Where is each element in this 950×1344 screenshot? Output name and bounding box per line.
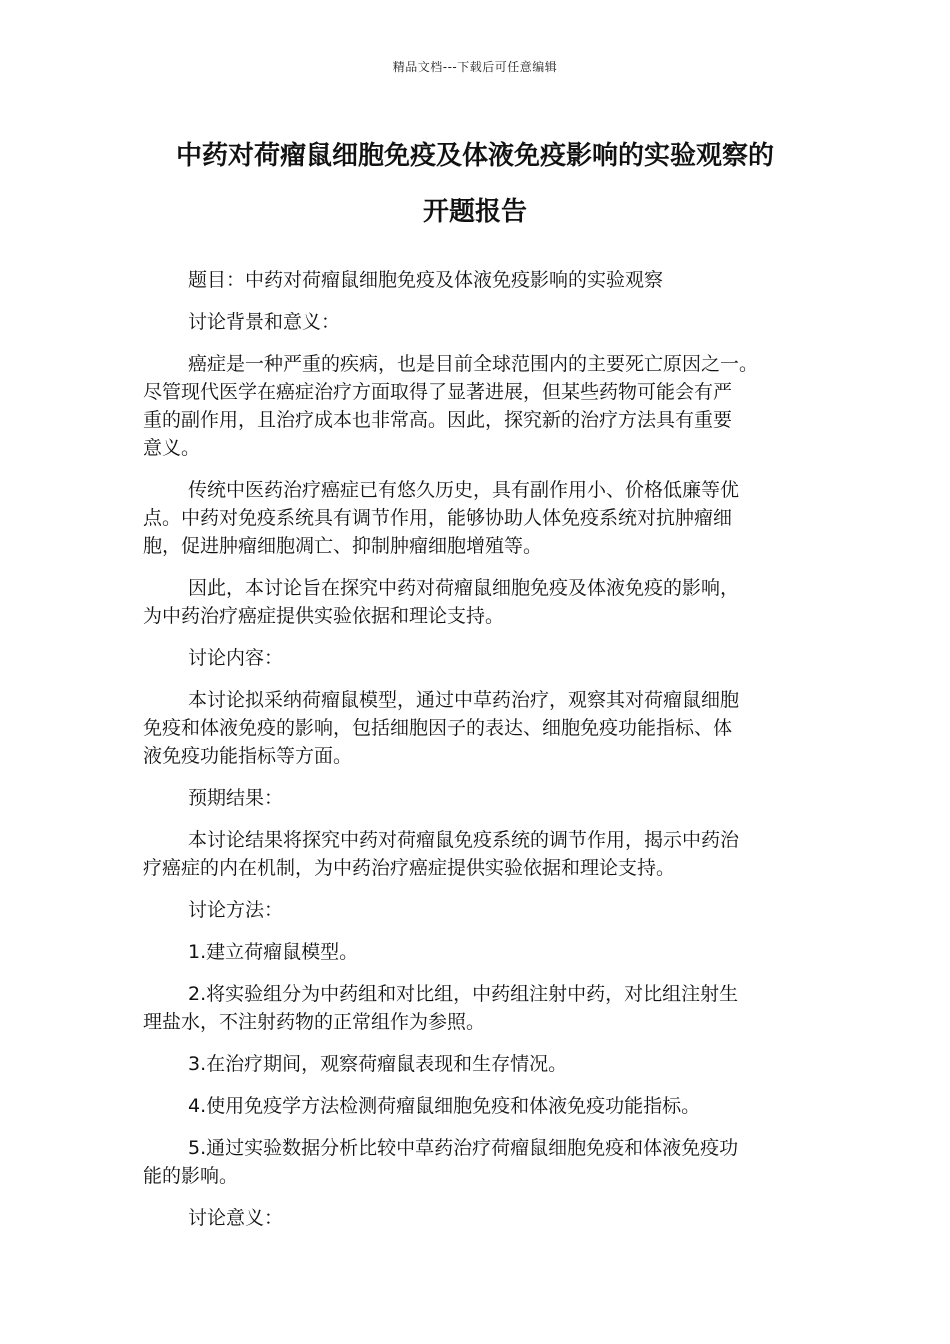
paragraph-line: 传统中医药治疗癌症已有悠久历史，具有副作用小、价格低廉等优 (188, 479, 740, 501)
paragraph (143, 644, 803, 672)
paragraph-line: 癌症是一种严重的疾病，也是目前全球范围内的主要死亡原因之一。 (188, 353, 759, 375)
paragraph-line: 讨论方法： (188, 899, 284, 921)
paragraph (143, 266, 803, 294)
paragraph (143, 1050, 803, 1078)
paragraph (143, 350, 803, 462)
paragraph (143, 1134, 803, 1190)
paragraph (143, 1204, 803, 1232)
paragraph-line: 点。中药对免疫系统具有调节作用，能够协助人体免疫系统对抗肿瘤细 (143, 507, 733, 529)
paragraph-line: 1.建立荷瘤鼠模型。 (188, 941, 359, 963)
title-line-1: 中药对荷瘤鼠细胞免疫及体液免疫影响的实验观察的 (175, 141, 774, 171)
paragraph-line: 重的副作用，且治疗成本也非常高。因此，探究新的治疗方法具有重要 (143, 409, 733, 431)
document-body (143, 266, 803, 1246)
paragraph (143, 686, 803, 770)
paragraph (143, 980, 803, 1036)
paragraph-line: 为中药治疗癌症提供实验依据和理论支持。 (143, 605, 505, 627)
paragraph-line: 尽管现代医学在癌症治疗方面取得了显著进展，但某些药物可能会有严 (143, 381, 733, 403)
paragraph (143, 476, 803, 560)
paragraph-line: 因此，本讨论旨在探究中药对荷瘤鼠细胞免疫及体液免疫的影响， (188, 577, 740, 599)
paragraph-line: 能的影响。 (143, 1165, 239, 1187)
paragraph (143, 308, 803, 336)
title-line-2: 开题报告 (422, 197, 527, 227)
paragraph-line: 意义。 (143, 437, 201, 459)
paragraph (143, 574, 803, 630)
paragraph (143, 784, 803, 812)
paragraph-line: 2.将实验组分为中药组和对比组，中药组注射中药，对比组注射生 (188, 983, 739, 1005)
header-note: 精品文档---下载后可任意编辑 (392, 60, 558, 74)
paragraph-line: 胞，促进肿瘤细胞凋亡、抑制肿瘤细胞增殖等。 (143, 535, 543, 557)
paragraph-line: 免疫和体液免疫的影响，包括细胞因子的表达、细胞免疫功能指标、体 (143, 717, 733, 739)
paragraph-line: 本讨论拟采纳荷瘤鼠模型，通过中草药治疗，观察其对荷瘤鼠细胞 (188, 689, 740, 711)
paragraph-line: 液免疫功能指标等方面。 (143, 745, 353, 767)
paragraph-line: 疗癌症的内在机制，为中药治疗癌症提供实验依据和理论支持。 (143, 857, 676, 879)
paragraph-line: 讨论内容： (188, 647, 284, 669)
document-title (120, 128, 830, 240)
paragraph-line: 本讨论结果将探究中药对荷瘤鼠免疫系统的调节作用，揭示中药治 (188, 829, 740, 851)
paragraph (143, 896, 803, 924)
paragraph-line: 理盐水，不注射药物的正常组作为参照。 (143, 1011, 486, 1033)
paragraph (143, 1092, 803, 1120)
paragraph-line: 预期结果： (188, 787, 284, 809)
paragraph-line: 讨论背景和意义： (188, 311, 341, 333)
paragraph-line: 3.在治疗期间，观察荷瘤鼠表现和生存情况。 (188, 1053, 568, 1075)
paragraph-line: 4.使用免疫学方法检测荷瘤鼠细胞免疫和体液免疫功能指标。 (188, 1095, 701, 1117)
paragraph-line: 5.通过实验数据分析比较中草药治疗荷瘤鼠细胞免疫和体液免疫功 (188, 1137, 739, 1159)
paragraph-line: 题目：中药对荷瘤鼠细胞免疫及体液免疫影响的实验观察 (188, 269, 664, 291)
paragraph (143, 826, 803, 882)
paragraph-line: 讨论意义： (188, 1207, 284, 1229)
paragraph (143, 938, 803, 966)
